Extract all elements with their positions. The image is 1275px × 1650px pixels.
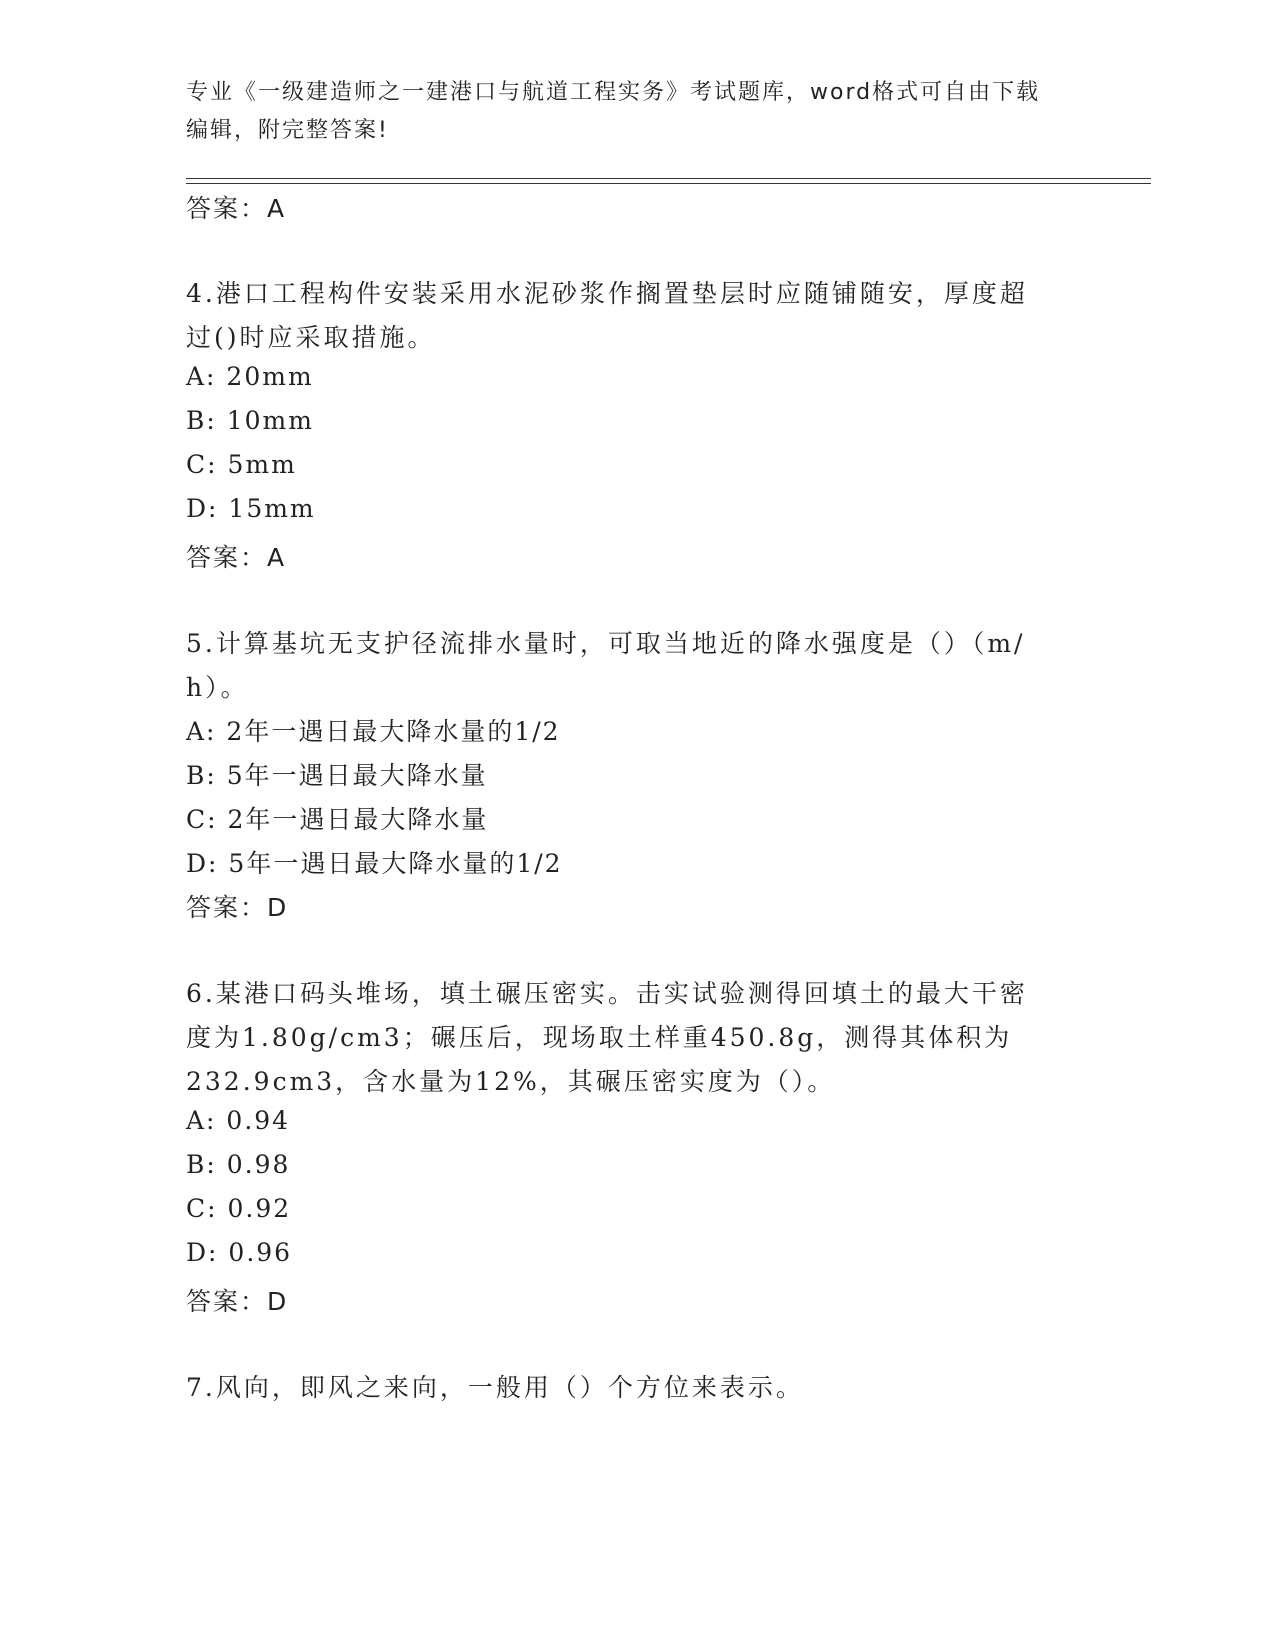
header-rule-top [186, 178, 1151, 179]
question-6-text-line-1: 6.某港口码头堆场，填土碾压密实。击实试验测得回填土的最大干密 [186, 979, 1028, 1008]
question-4-answer: 答案：A [186, 543, 287, 572]
question-5-option-d: D: 5年一遇日最大降水量的1/2 [186, 849, 563, 878]
question-4-option-a: A: 20mm [186, 362, 314, 391]
question-5-text-line-1: 5.计算基坑无支护径流排水量时，可取当地近的降水强度是（）（m/ [186, 629, 1026, 658]
header-line-1: 专业《一级建造师之一建港口与航道工程实务》考试题库，word格式可自由下载 [186, 80, 1041, 105]
question-5-option-a: A: 2年一遇日最大降水量的1/2 [186, 717, 561, 746]
question-4-option-b: B: 10mm [186, 406, 314, 435]
question-6-option-a: A: 0.94 [186, 1106, 291, 1135]
question-5-option-b: B: 5年一遇日最大降水量 [186, 761, 488, 790]
header-rule-bottom [186, 183, 1151, 184]
question-5-answer: 答案：D [186, 893, 289, 922]
question-6-answer: 答案：D [186, 1287, 289, 1316]
question-6-option-b: B: 0.98 [186, 1150, 291, 1179]
question-5-text-line-2: h）。 [186, 673, 249, 702]
question-6-option-d: D: 0.96 [186, 1238, 293, 1267]
document-header [186, 74, 1066, 150]
previous-answer: 答案：A [186, 194, 287, 223]
question-6-text-line-3: 232.9cm3，含水量为12%，其碾压密实度为（）。 [186, 1067, 836, 1096]
question-4-option-c: C: 5mm [186, 450, 297, 479]
question-4-text-line-2: 过()时应采取措施。 [186, 323, 436, 352]
question-4-option-d: D: 15mm [186, 494, 316, 523]
question-5-option-c: C: 2年一遇日最大降水量 [186, 805, 489, 834]
question-7-text-line-1: 7.风向，即风之来向，一般用（）个方位来表示。 [186, 1373, 804, 1402]
question-4-text-line-1: 4.港口工程构件安装采用水泥砂浆作搁置垫层时应随铺随安，厚度超 [186, 279, 1028, 308]
question-6-option-c: C: 0.92 [186, 1194, 292, 1223]
question-6-text-line-2: 度为1.80g/cm3；碾压后，现场取土样重450.8g，测得其体积为 [186, 1023, 1013, 1052]
header-line-2: 编辑，附完整答案! [186, 118, 389, 143]
